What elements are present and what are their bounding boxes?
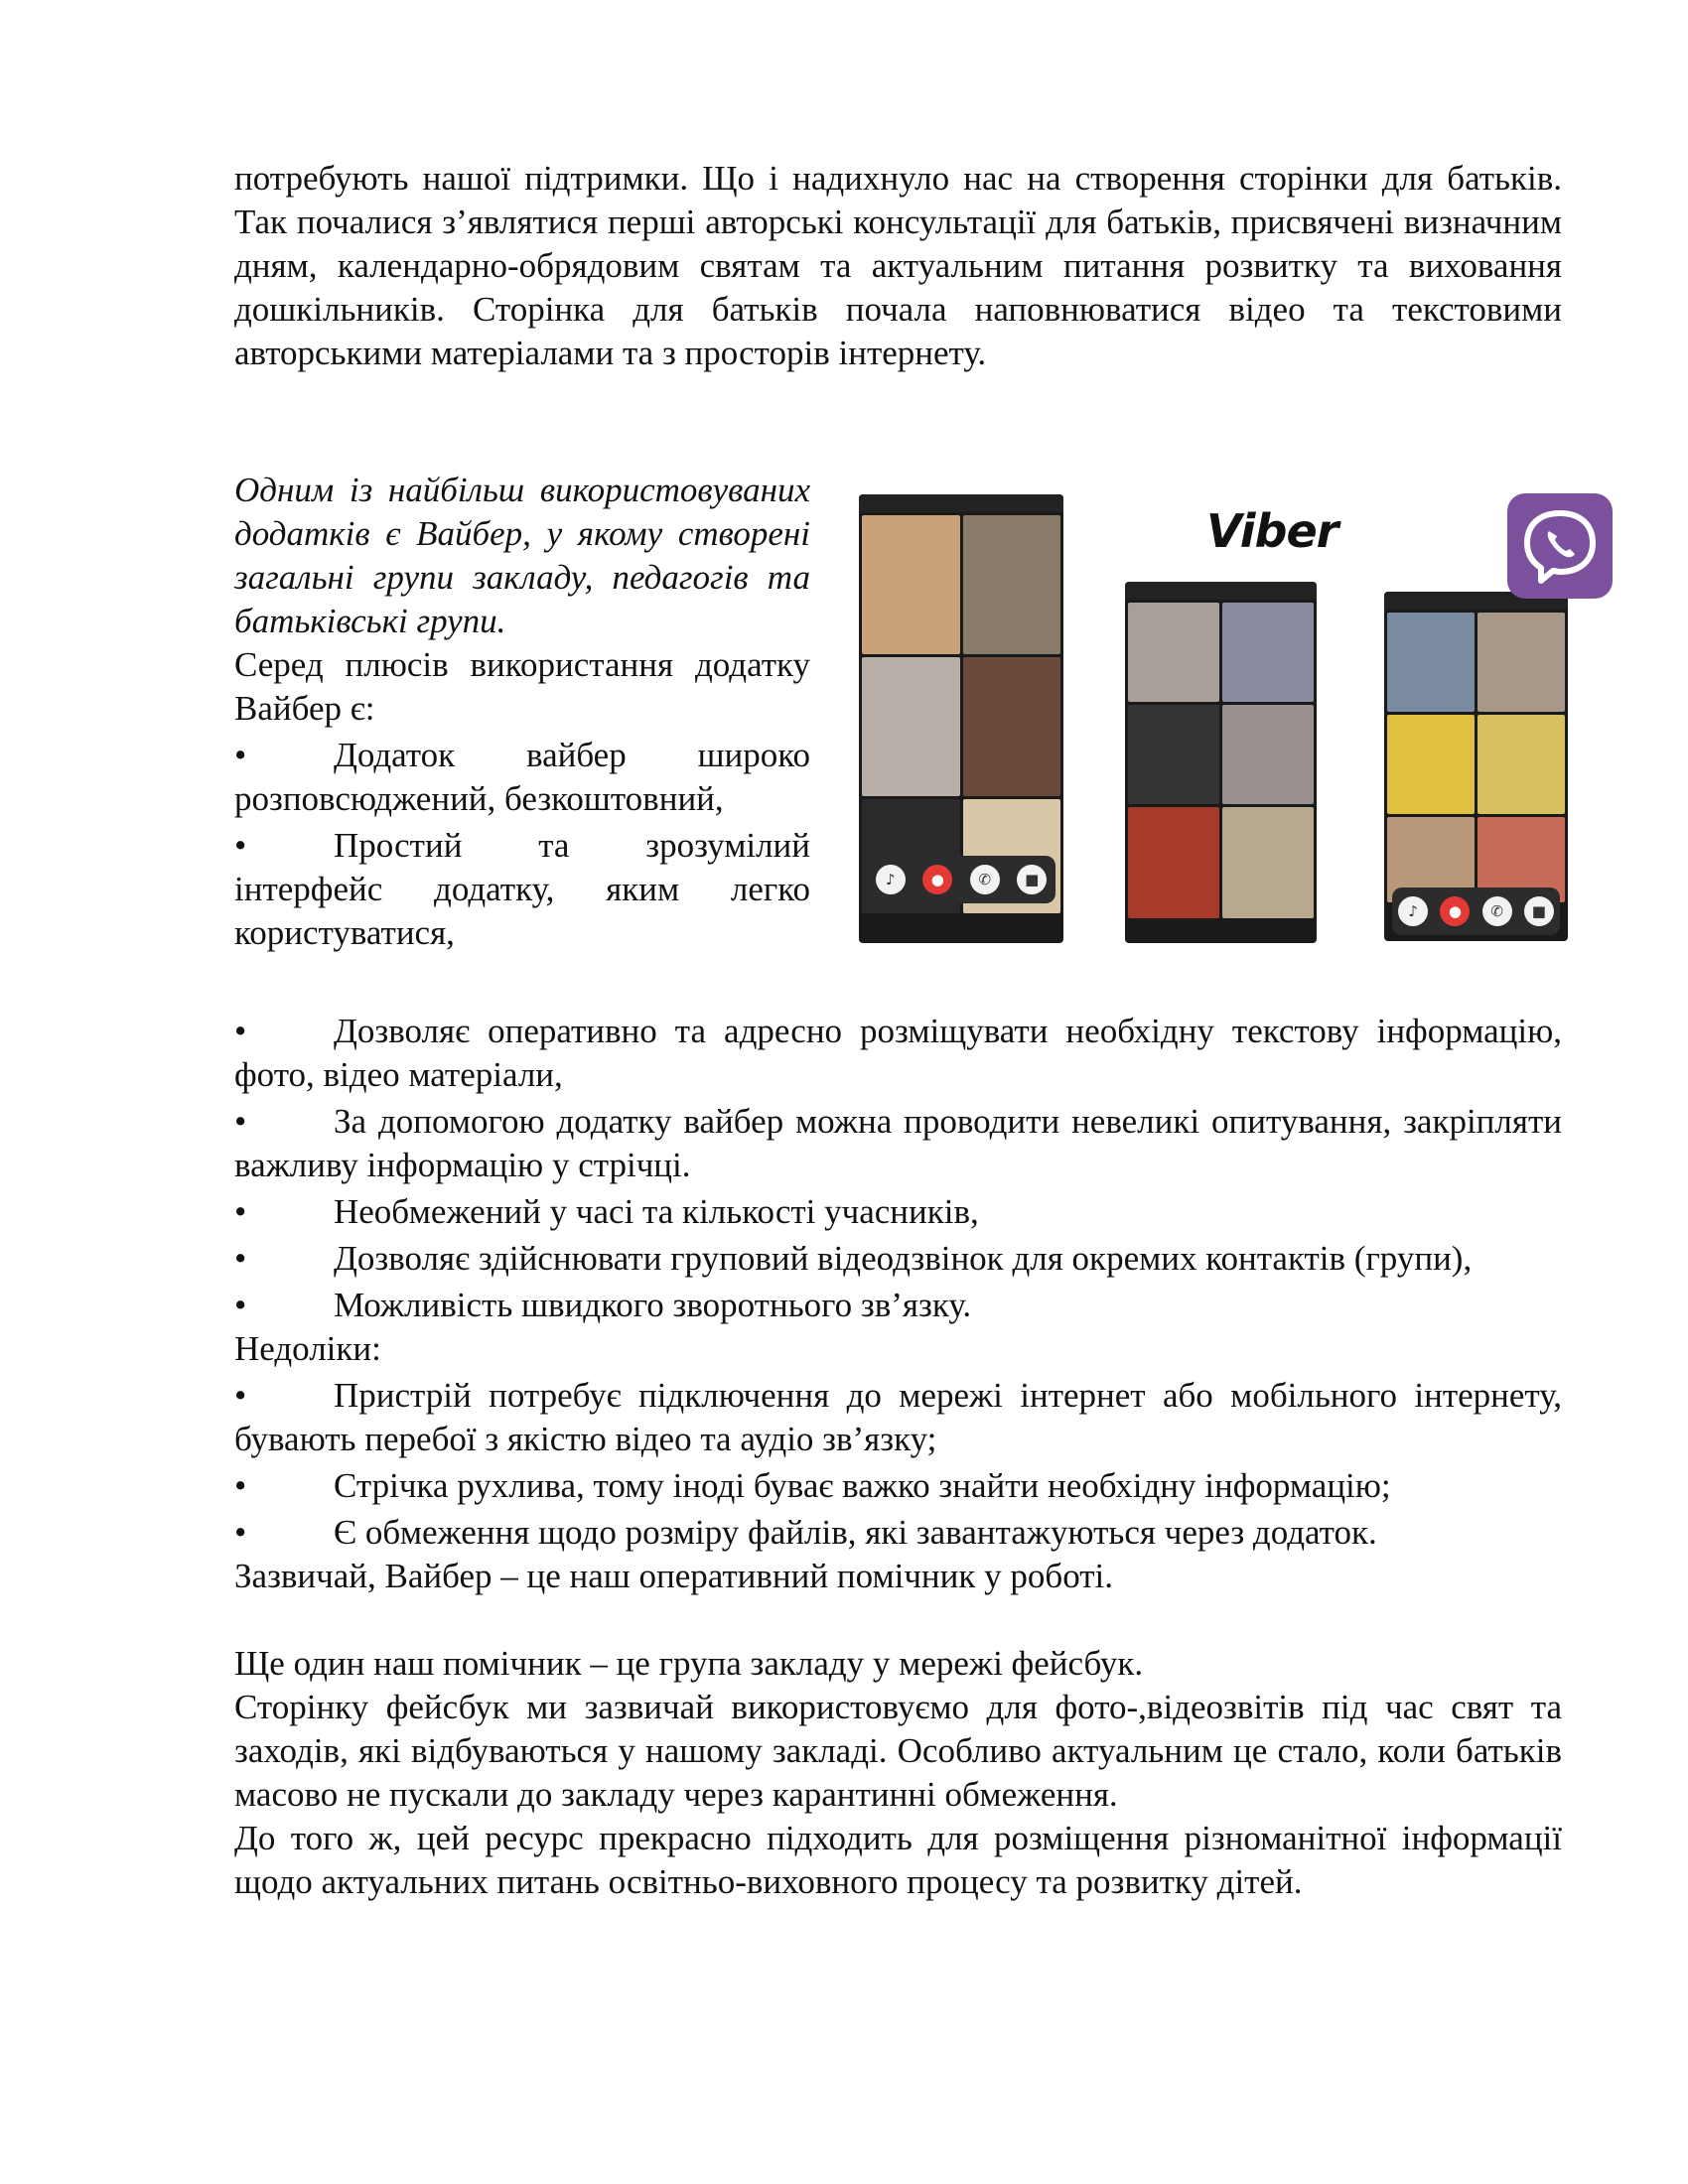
list-item — [234, 1237, 1562, 1281]
facebook-paragraph: Сторінку фейсбук ми зазвичай використовуємо для фото-,відеозвітів під час свят та заходів, які відбуваються у нашому закладі. Особливо актуальним це стало, коли батьків масово не пускали до закладу через карантинні обмеження. — [234, 1688, 1562, 1814]
bullet-marker: • — [234, 1286, 247, 1324]
bullet-marker: • — [234, 1466, 247, 1505]
phone-screenshot — [1384, 592, 1568, 941]
phone-screenshot — [1125, 582, 1317, 943]
bullet-marker: • — [234, 1192, 247, 1231]
cons-heading: Недоліки: — [234, 1329, 381, 1368]
bullet-marker: • — [234, 1376, 247, 1415]
main-text-block — [234, 1007, 1562, 1904]
list-item — [234, 1190, 1562, 1234]
list-item-text: Необмежений у часі та кількості учасників, — [334, 1192, 979, 1231]
list-item — [234, 824, 810, 955]
pros-heading: Серед плюсів використання додатку Вайбер є: — [234, 645, 810, 728]
call-controls — [867, 856, 1055, 903]
viber-summary: Зазвичай, Вайбер – це наш оперативний помічник у роботі. — [234, 1557, 1113, 1595]
list-item-text: Є обмеження щодо розміру файлів, які завантажуються через додаток. — [334, 1513, 1377, 1552]
list-item-text: Дозволяє здійснювати груповий відеодзвінок для окремих контактів (групи), — [334, 1239, 1473, 1278]
bullet-marker: • — [234, 1513, 247, 1552]
end-call-icon: ✆ — [970, 865, 1000, 894]
list-item — [234, 1100, 1562, 1187]
end-call-icon: ✆ — [1482, 896, 1512, 926]
bullet-marker: • — [234, 1239, 247, 1278]
mute-icon: ● — [922, 865, 952, 894]
list-item — [234, 1511, 1562, 1555]
viber-logo-icon — [1507, 493, 1613, 599]
viber-intro-paragraph: Одним із найбільш використовуваних додатків є Вайбер, у якому створені загальні групи закладу, педагогів та батьківські групи. — [234, 471, 810, 640]
list-item — [234, 1374, 1562, 1461]
list-item-text: Можливість швидкого зворотнього зв’язку. — [334, 1286, 972, 1324]
mute-icon: ● — [1440, 896, 1470, 926]
list-item — [234, 1010, 1562, 1097]
list-item-text: За допомогою додатку вайбер можна проводити невеликі опитування, закріпляти важливу інформацію у стрічці. — [234, 1102, 1562, 1184]
facebook-intro: Ще один наш помічник – це група закладу у мережі фейсбук. — [234, 1644, 1144, 1683]
bullet-marker: • — [234, 736, 247, 774]
list-item — [234, 1464, 1562, 1508]
list-item-text: Дозволяє оперативно та адресно розміщувати необхідну текстову інформацію, фото, відео матеріали, — [234, 1012, 1562, 1094]
bullet-marker: • — [234, 1012, 247, 1050]
speaker-icon: ♪ — [876, 865, 906, 894]
viber-wordmark: Viber — [1206, 504, 1338, 558]
list-item-text: Стрічка рухлива, тому іноді буває важко знайти необхідну інформацію; — [334, 1466, 1391, 1505]
list-item-text: Додаток вайбер широко розповсюджений, безкоштовний, — [234, 736, 810, 818]
viber-left-column — [234, 469, 810, 955]
call-controls — [1392, 887, 1560, 935]
intro-paragraph: потребують нашої підтримки. Що і надихнуло нас на створення сторінки для батьків. Так почалися з’являтися перші авторські консультації для батьків, присвячені визначним дням, календарно-обрядовим святам та актуальним питання розвитку та виховання дошкільників. Сторінка для батьків почала наповнюватися відео та текстовими авторськими матеріалами та з просторів інтернету. — [234, 159, 1562, 372]
camera-icon: ■ — [1524, 896, 1554, 926]
facebook-paragraph: До того ж, цей ресурс прекрасно підходить для розміщення різноманітної інформації щодо актуальних питань освітньо-виховного процесу та розвитку дітей. — [234, 1819, 1562, 1901]
speaker-icon: ♪ — [1398, 896, 1428, 926]
list-item-text: Пристрій потребує підключення до мережі інтернет або мобільного інтернету, бувають перебої з якістю відео та аудіо зв’язку; — [234, 1376, 1562, 1458]
list-item — [234, 734, 810, 821]
phone-screenshot — [859, 494, 1063, 943]
list-item-text: Простий та зрозумілий інтерфейс додатку, яким легко користуватися, — [234, 826, 810, 952]
bullet-marker: • — [234, 826, 247, 865]
list-item — [234, 1284, 1562, 1327]
bullet-marker: • — [234, 1102, 247, 1141]
camera-icon: ■ — [1017, 865, 1047, 894]
